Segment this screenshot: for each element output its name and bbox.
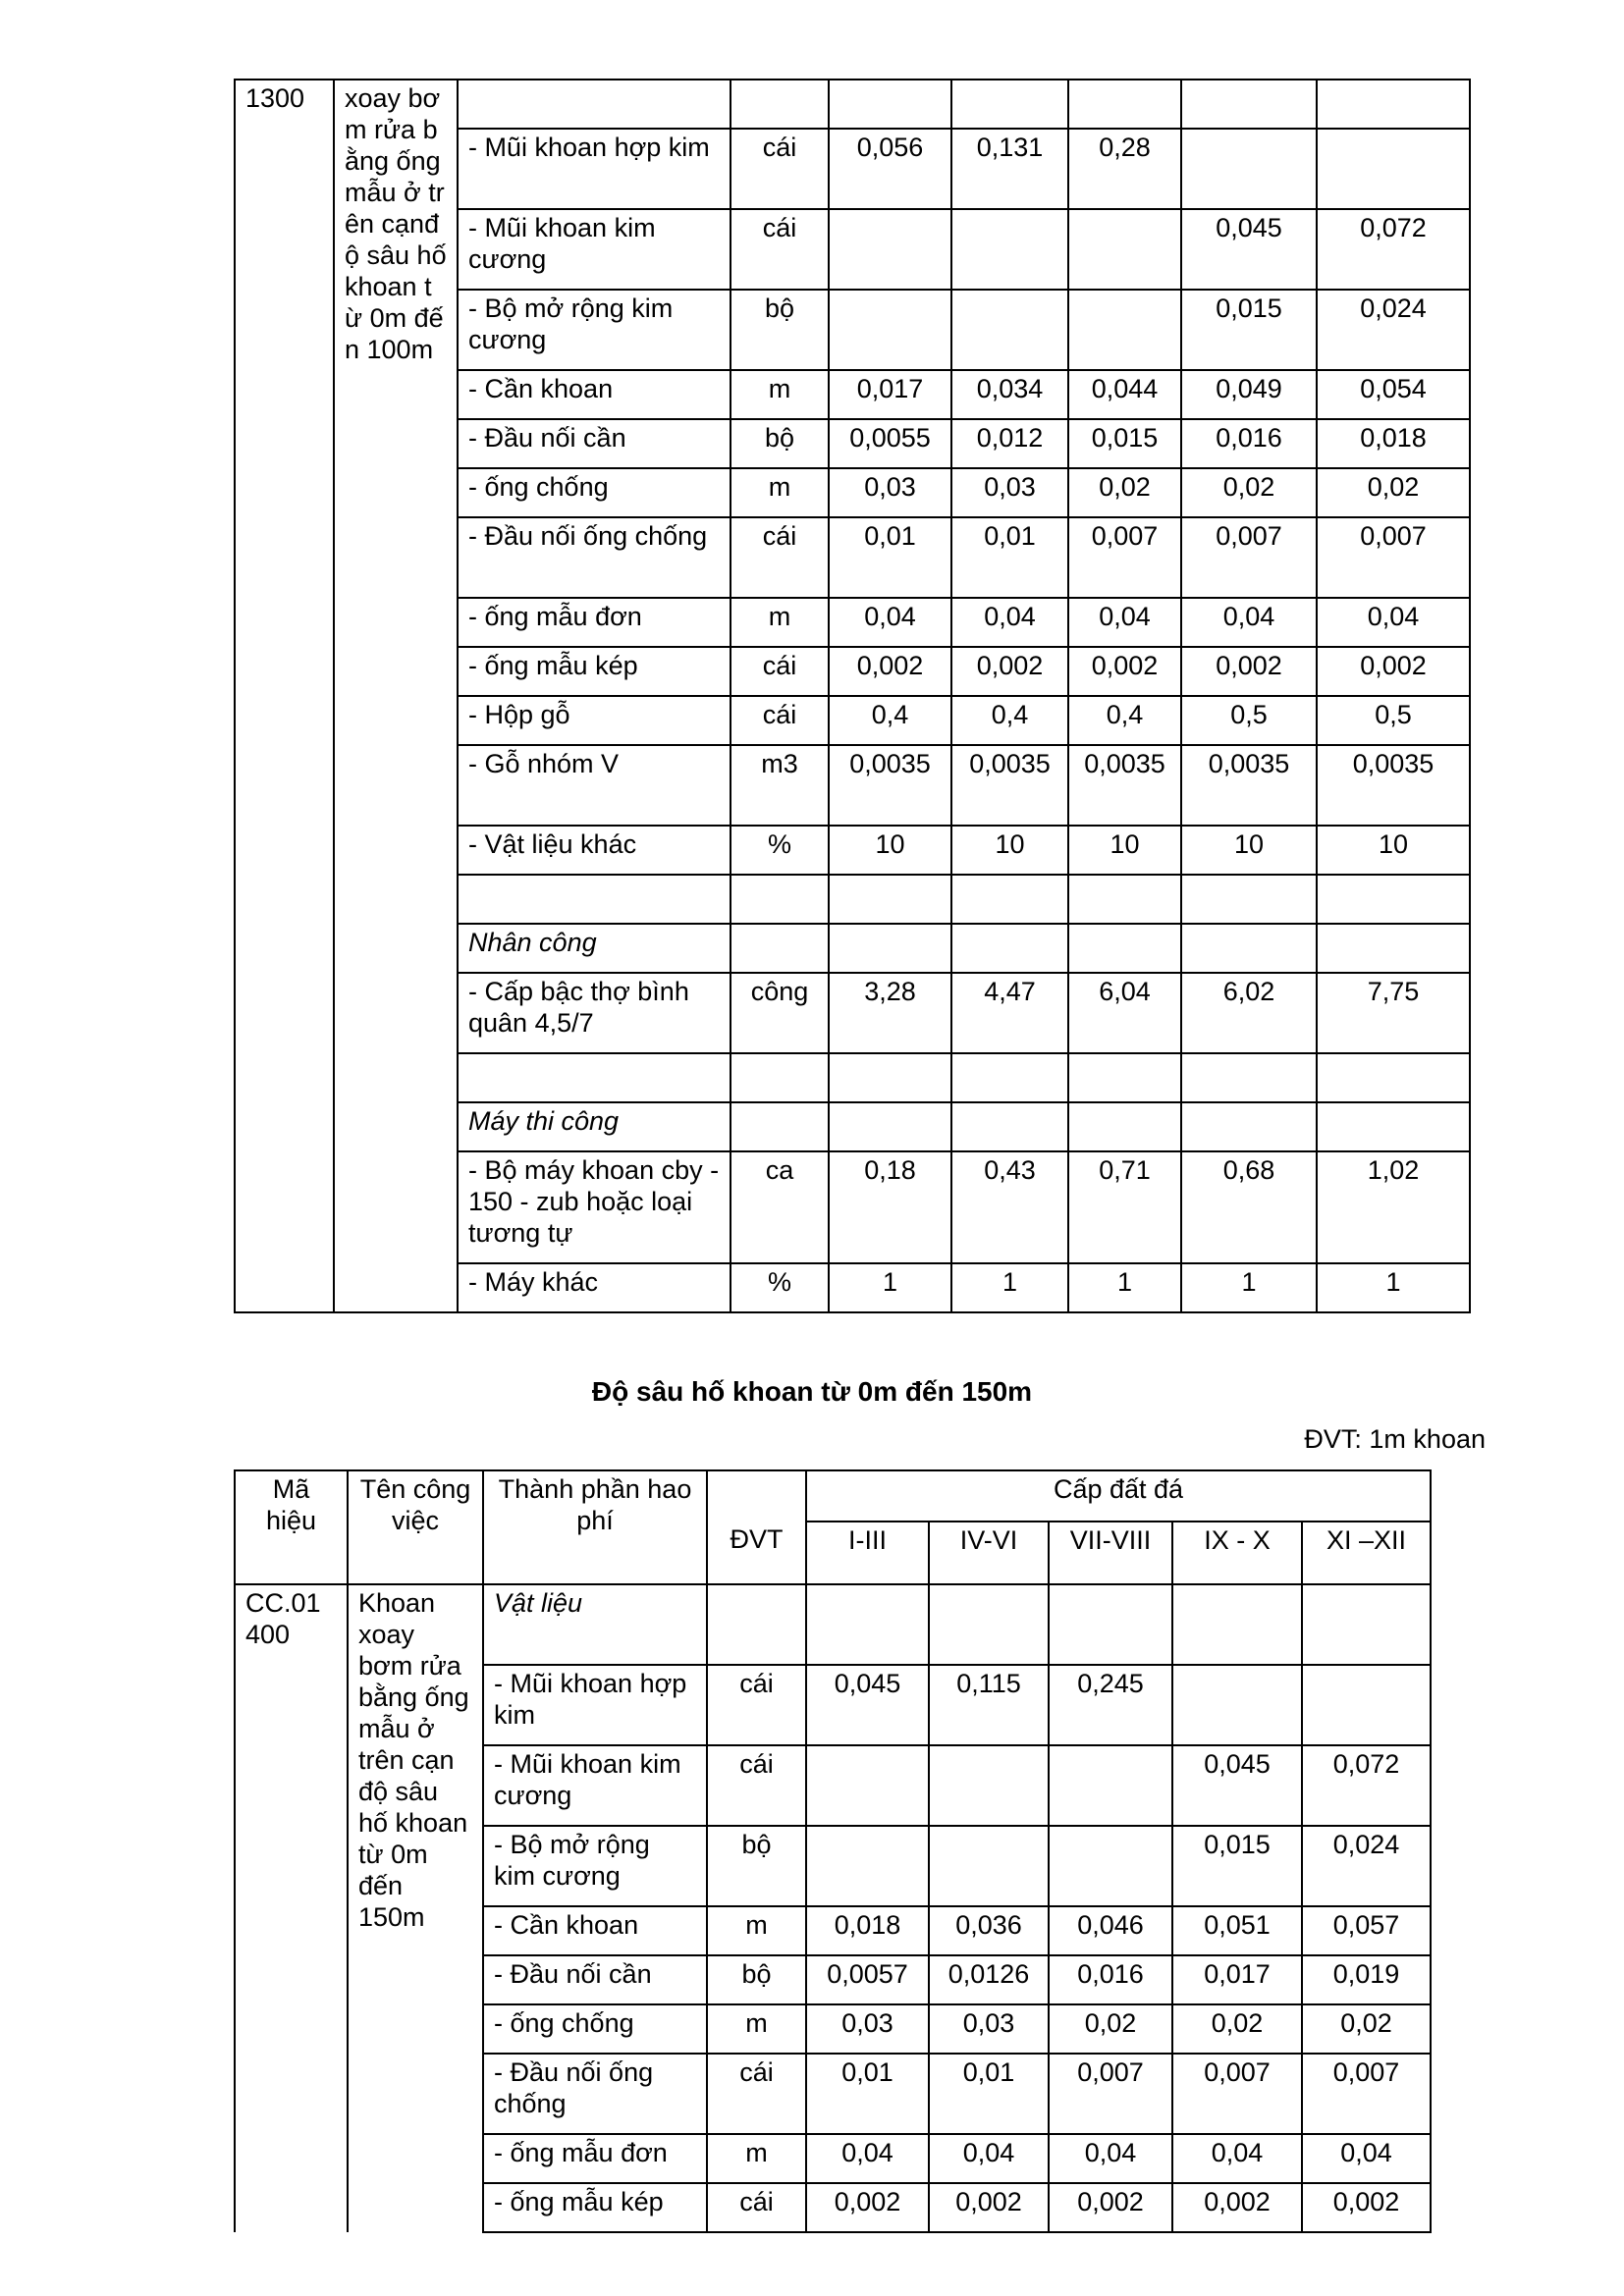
norm-value: 0,5 xyxy=(1317,696,1470,745)
component-item xyxy=(458,875,731,924)
norm-value: 0,02 xyxy=(1302,2004,1431,2054)
norm-value: 0,04 xyxy=(1181,598,1317,647)
norm-value xyxy=(1317,1053,1470,1102)
norm-value: 0,007 xyxy=(1302,2054,1431,2134)
norm-value: 1 xyxy=(1068,1263,1181,1312)
unit-note: ĐVT: 1m khoan xyxy=(1304,1424,1486,1454)
norm-value: 1 xyxy=(829,1263,951,1312)
component-item: - ống mẫu kép xyxy=(458,647,731,696)
norm-value xyxy=(1068,1053,1181,1102)
norm-value xyxy=(951,1102,1068,1151)
norm-value: 0,049 xyxy=(1181,370,1317,419)
norm-value: 4,47 xyxy=(951,973,1068,1053)
work-code: 1300 xyxy=(235,80,334,1312)
norm-value: 0,002 xyxy=(829,647,951,696)
component-item: - Mũi khoan kim cương xyxy=(458,209,731,290)
norm-value: 1 xyxy=(951,1263,1068,1312)
component-unit: m xyxy=(707,2004,806,2054)
norm-value xyxy=(1172,1665,1302,1745)
norm-value: 0,4 xyxy=(1068,696,1181,745)
norm-value: 1 xyxy=(1181,1263,1317,1312)
norm-value xyxy=(1317,1102,1470,1151)
norm-value: 0,007 xyxy=(1317,517,1470,598)
norm-value xyxy=(951,80,1068,129)
norm-value: 0,012 xyxy=(951,419,1068,468)
norm-value xyxy=(829,1102,951,1151)
norm-value: 0,072 xyxy=(1317,209,1470,290)
norm-value xyxy=(929,1584,1049,1665)
norm-value: 0,034 xyxy=(951,370,1068,419)
norm-value xyxy=(1049,1826,1172,1906)
norm-value: 0,024 xyxy=(1302,1826,1431,1906)
component-unit: cái xyxy=(731,696,829,745)
component-unit: cái xyxy=(731,517,829,598)
component-item: - Cấp bậc thợ bình quân 4,5/7 xyxy=(458,973,731,1053)
norm-value xyxy=(1317,875,1470,924)
norm-value xyxy=(1068,1102,1181,1151)
norm-value: 0,002 xyxy=(806,2183,929,2232)
norm-value: 0,02 xyxy=(1172,2004,1302,2054)
norm-value: 0,03 xyxy=(829,468,951,517)
norm-value: 0,03 xyxy=(806,2004,929,2054)
norm-value: 0,04 xyxy=(1302,2134,1431,2183)
component-item xyxy=(458,1053,731,1102)
norm-table-continued xyxy=(234,79,1471,1313)
norm-value: 0,002 xyxy=(951,647,1068,696)
norm-value: 0,045 xyxy=(1181,209,1317,290)
norm-value: 0,007 xyxy=(1172,2054,1302,2134)
component-unit: cái xyxy=(731,209,829,290)
component-item: - ống mẫu kép xyxy=(483,2183,707,2232)
norm-value: 0,01 xyxy=(829,517,951,598)
header-grade: IV-VI xyxy=(929,1522,1049,1584)
norm-value xyxy=(951,875,1068,924)
norm-value xyxy=(1302,1584,1431,1665)
norm-value: 0,002 xyxy=(929,2183,1049,2232)
norm-value: 0,0057 xyxy=(806,1955,929,2004)
norm-value xyxy=(829,209,951,290)
table-row xyxy=(235,1584,1431,1665)
norm-value: 0,018 xyxy=(806,1906,929,1955)
norm-value xyxy=(1317,924,1470,973)
norm-value: 0,007 xyxy=(1181,517,1317,598)
component-unit: cái xyxy=(707,2054,806,2134)
component-unit: % xyxy=(731,1263,829,1312)
header-grade: IX - X xyxy=(1172,1522,1302,1584)
header-grade: VII-VIII xyxy=(1049,1522,1172,1584)
norm-value xyxy=(929,1826,1049,1906)
component-unit xyxy=(731,80,829,129)
norm-value xyxy=(951,924,1068,973)
norm-value: 0,0035 xyxy=(1068,745,1181,826)
norm-value: 0,03 xyxy=(951,468,1068,517)
norm-value: 0,0126 xyxy=(929,1955,1049,2004)
norm-value xyxy=(1317,80,1470,129)
norm-value: 0,046 xyxy=(1049,1906,1172,1955)
norm-value: 0,0035 xyxy=(951,745,1068,826)
norm-value: 0,01 xyxy=(929,2054,1049,2134)
norm-value xyxy=(829,875,951,924)
norm-value xyxy=(1302,1665,1431,1745)
component-unit: cái xyxy=(731,647,829,696)
norm-value: 1 xyxy=(1317,1263,1470,1312)
norm-value xyxy=(1181,875,1317,924)
norm-value: 6,02 xyxy=(1181,973,1317,1053)
norm-value xyxy=(951,290,1068,370)
header-unit: ĐVT xyxy=(707,1522,806,1584)
norm-value: 0,0035 xyxy=(1181,745,1317,826)
norm-value: 0,04 xyxy=(1049,2134,1172,2183)
component-item: - ống chống xyxy=(458,468,731,517)
work-name: Khoan xoay bơm rửa bằng ống mẫu ở trên cạn độ sâu hố khoan từ 0m đến 150m xyxy=(348,1584,483,2232)
component-unit: ca xyxy=(731,1151,829,1263)
norm-value: 0,02 xyxy=(1317,468,1470,517)
component-item: - Bộ mở rộng kim cương xyxy=(458,290,731,370)
work-code: CC.01 400 xyxy=(235,1584,348,2232)
norm-value xyxy=(806,1584,929,1665)
norm-value: 0,115 xyxy=(929,1665,1049,1745)
norm-value: 0,002 xyxy=(1172,2183,1302,2232)
norm-value: 0,036 xyxy=(929,1906,1049,1955)
component-item: Nhân công xyxy=(458,924,731,973)
component-item: Vật liệu xyxy=(483,1584,707,1665)
component-unit: m xyxy=(731,598,829,647)
norm-value: 0,018 xyxy=(1317,419,1470,468)
component-item: Máy thi công xyxy=(458,1102,731,1151)
component-unit: m3 xyxy=(731,745,829,826)
norm-value: 0,04 xyxy=(1317,598,1470,647)
header-grade: I-III xyxy=(806,1522,929,1584)
section-title: Độ sâu hố khoan từ 0m đến 150m xyxy=(591,1376,1033,1407)
component-item: - Mũi khoan kim cương xyxy=(483,1745,707,1826)
norm-value: 0,056 xyxy=(829,129,951,209)
norm-value: 0,002 xyxy=(1317,647,1470,696)
norm-value: 0,02 xyxy=(1181,468,1317,517)
component-item: - Hộp gỗ xyxy=(458,696,731,745)
component-item: - Mũi khoan hợp kim xyxy=(458,129,731,209)
component-item: - ống chống xyxy=(483,2004,707,2054)
norm-table-150m xyxy=(234,1469,1432,2233)
norm-value: 0,18 xyxy=(829,1151,951,1263)
header-grade-group: Cấp đất đá xyxy=(806,1470,1431,1522)
norm-value: 0,04 xyxy=(1068,598,1181,647)
norm-value: 0,019 xyxy=(1302,1955,1431,2004)
norm-value: 0,045 xyxy=(806,1665,929,1745)
norm-value: 0,5 xyxy=(1181,696,1317,745)
component-unit: công xyxy=(731,973,829,1053)
component-item: - Cần khoan xyxy=(458,370,731,419)
norm-value xyxy=(1181,924,1317,973)
component-item: - Cần khoan xyxy=(483,1906,707,1955)
norm-value: 0,016 xyxy=(1181,419,1317,468)
norm-value xyxy=(1172,1584,1302,1665)
norm-value: 0,045 xyxy=(1172,1745,1302,1826)
norm-value: 0,015 xyxy=(1172,1826,1302,1906)
component-item: - Máy khác xyxy=(458,1263,731,1312)
component-item: - Đầu nối cần xyxy=(458,419,731,468)
component-item: - Đầu nối cần xyxy=(483,1955,707,2004)
norm-value: 0,017 xyxy=(1172,1955,1302,2004)
norm-value xyxy=(951,209,1068,290)
norm-value: 0,002 xyxy=(1181,647,1317,696)
norm-value: 0,02 xyxy=(1049,2004,1172,2054)
norm-value: 3,28 xyxy=(829,973,951,1053)
component-item xyxy=(458,80,731,129)
norm-value: 0,04 xyxy=(806,2134,929,2183)
component-unit xyxy=(731,875,829,924)
norm-value: 0,4 xyxy=(951,696,1068,745)
component-unit: bộ xyxy=(707,1826,806,1906)
norm-value xyxy=(1049,1584,1172,1665)
norm-value xyxy=(1049,1745,1172,1826)
component-unit: m xyxy=(707,1906,806,1955)
norm-value: 10 xyxy=(1181,826,1317,875)
component-item: - Mũi khoan hợp kim xyxy=(483,1665,707,1745)
component-item: - Đầu nối ống chống xyxy=(458,517,731,598)
norm-value xyxy=(1068,80,1181,129)
norm-value: 1,02 xyxy=(1317,1151,1470,1263)
norm-value: 0,0035 xyxy=(1317,745,1470,826)
header-unit-top xyxy=(707,1470,806,1522)
norm-value xyxy=(829,924,951,973)
norm-value: 0,002 xyxy=(1302,2183,1431,2232)
norm-value xyxy=(829,1053,951,1102)
norm-value: 10 xyxy=(1068,826,1181,875)
norm-value: 0,04 xyxy=(1172,2134,1302,2183)
norm-value xyxy=(1068,290,1181,370)
norm-value xyxy=(1181,80,1317,129)
header-code: Mã hiệu xyxy=(235,1470,348,1584)
norm-value: 0,044 xyxy=(1068,370,1181,419)
component-unit xyxy=(731,1053,829,1102)
component-item: - ống mẫu đơn xyxy=(458,598,731,647)
norm-value: 0,02 xyxy=(1068,468,1181,517)
component-item: - Bộ máy khoan cby - 150 - zub hoặc loại tương tự xyxy=(458,1151,731,1263)
norm-value xyxy=(1068,875,1181,924)
norm-value: 0,016 xyxy=(1049,1955,1172,2004)
norm-value xyxy=(951,1053,1068,1102)
norm-value: 0,01 xyxy=(806,2054,929,2134)
norm-value xyxy=(929,1745,1049,1826)
component-unit: cái xyxy=(731,129,829,209)
header-grade: XI –XII xyxy=(1302,1522,1431,1584)
component-unit: m xyxy=(731,370,829,419)
norm-value xyxy=(1317,129,1470,209)
component-unit: cái xyxy=(707,1665,806,1745)
norm-value: 0,015 xyxy=(1068,419,1181,468)
norm-value xyxy=(1068,924,1181,973)
component-item: - Đầu nối ống chống xyxy=(483,2054,707,2134)
norm-value: 0,43 xyxy=(951,1151,1068,1263)
norm-value xyxy=(1068,209,1181,290)
component-unit xyxy=(731,924,829,973)
norm-value: 0,057 xyxy=(1302,1906,1431,1955)
header-component: Thành phần hao phí xyxy=(483,1470,707,1584)
component-unit: cái xyxy=(707,1745,806,1826)
component-unit: cái xyxy=(707,2183,806,2232)
header-work-name: Tên công việc xyxy=(348,1470,483,1584)
component-unit: m xyxy=(707,2134,806,2183)
norm-value: 0,68 xyxy=(1181,1151,1317,1263)
norm-value xyxy=(1181,1053,1317,1102)
component-unit: bộ xyxy=(707,1955,806,2004)
norm-value: 0,01 xyxy=(951,517,1068,598)
norm-value: 0,245 xyxy=(1049,1665,1172,1745)
norm-value xyxy=(1181,129,1317,209)
norm-value: 10 xyxy=(1317,826,1470,875)
norm-value: 0,4 xyxy=(829,696,951,745)
norm-value xyxy=(1181,1102,1317,1151)
component-item: - Gỗ nhóm V xyxy=(458,745,731,826)
norm-value xyxy=(829,290,951,370)
norm-value: 7,75 xyxy=(1317,973,1470,1053)
norm-value: 10 xyxy=(951,826,1068,875)
norm-value: 0,024 xyxy=(1317,290,1470,370)
norm-value: 0,072 xyxy=(1302,1745,1431,1826)
norm-value: 6,04 xyxy=(1068,973,1181,1053)
norm-value: 0,007 xyxy=(1049,2054,1172,2134)
norm-value: 0,0035 xyxy=(829,745,951,826)
component-unit: % xyxy=(731,826,829,875)
norm-value: 0,007 xyxy=(1068,517,1181,598)
component-item: - ống mẫu đơn xyxy=(483,2134,707,2183)
norm-value: 0,71 xyxy=(1068,1151,1181,1263)
norm-value xyxy=(806,1745,929,1826)
norm-value: 0,03 xyxy=(929,2004,1049,2054)
norm-value: 0,015 xyxy=(1181,290,1317,370)
norm-value: 0,017 xyxy=(829,370,951,419)
norm-value: 0,04 xyxy=(951,598,1068,647)
norm-value: 0,051 xyxy=(1172,1906,1302,1955)
component-unit xyxy=(707,1584,806,1665)
norm-value: 0,04 xyxy=(829,598,951,647)
norm-value: 0,002 xyxy=(1049,2183,1172,2232)
component-item: - Bộ mở rộng kim cương xyxy=(483,1826,707,1906)
component-unit: bộ xyxy=(731,290,829,370)
norm-value: 0,28 xyxy=(1068,129,1181,209)
norm-value: 0,131 xyxy=(951,129,1068,209)
norm-value: 0,054 xyxy=(1317,370,1470,419)
norm-value xyxy=(829,80,951,129)
norm-value: 10 xyxy=(829,826,951,875)
norm-value xyxy=(806,1826,929,1906)
norm-value: 0,0055 xyxy=(829,419,951,468)
norm-value: 0,002 xyxy=(1068,647,1181,696)
component-unit xyxy=(731,1102,829,1151)
component-item: - Vật liệu khác xyxy=(458,826,731,875)
component-unit: m xyxy=(731,468,829,517)
component-unit: bộ xyxy=(731,419,829,468)
work-name: xoay bơm rửa bằng ống mẫu ở trên cạnđộ sâu hố khoan từ 0m đến 100m xyxy=(334,80,458,1312)
table-row xyxy=(235,80,1470,129)
norm-value: 0,04 xyxy=(929,2134,1049,2183)
